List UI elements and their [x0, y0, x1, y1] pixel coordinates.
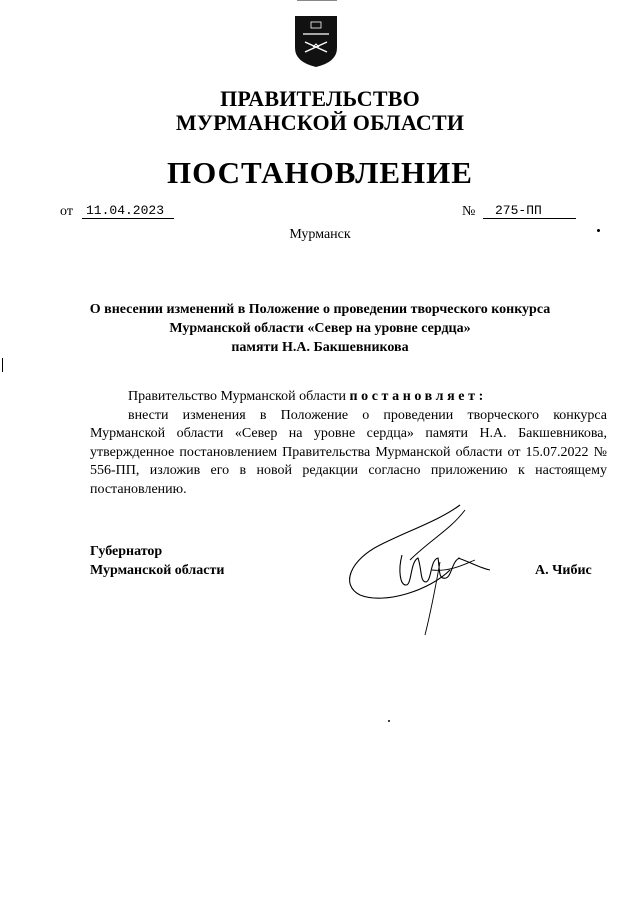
decree-body	[90, 388, 607, 499]
coat-of-arms-icon	[293, 14, 339, 68]
organization-title-line2: МУРМАНСКОЙ ОБЛАСТИ	[175, 110, 465, 135]
signatory-title-line2: Мурманской области	[90, 563, 225, 578]
document-type-title: ПОСТАНОВЛЕНИЕ	[167, 155, 473, 190]
subject-line1: О внесении изменений в Положение о проведении творческого конкурса	[89, 302, 551, 317]
scan-speck	[2, 358, 3, 372]
signatory-title-line1: Губернатор	[90, 544, 163, 559]
subject-line2: Мурманской области «Север на уровне сердца»	[169, 321, 471, 336]
scan-speck	[297, 0, 337, 1]
date-value: 11.04.2023	[82, 203, 174, 219]
decree-intro	[90, 388, 607, 407]
city-name: Мурманск	[289, 227, 351, 242]
subject-line3: памяти Н.А. Бакшевникова	[231, 340, 409, 355]
decree-intro-text: Правительство Мурманской области	[128, 389, 346, 404]
document-number-value: 275-ПП	[483, 203, 576, 219]
scan-speck	[388, 720, 390, 722]
organization-title-line1: ПРАВИТЕЛЬСТВО	[220, 86, 420, 111]
scan-speck	[597, 229, 600, 232]
decree-paragraph: внести изменения в Положение о проведении творческого конкурса Мурманской области «Север на уровне сердца» памяти Н.А. Бакшевникова, утвержденное постановлением Правительства Мурманской области от 15.07.2022 № 556-ПП, изложив его в новой редакции согласно приложению к настоящему постановлению.	[90, 407, 607, 497]
signatory-name: А. Чибис	[535, 563, 592, 578]
date-label: от	[60, 204, 73, 219]
handwritten-signature	[340, 500, 540, 640]
decree-verb: постановляет:	[349, 389, 487, 404]
number-label: №	[462, 204, 476, 219]
